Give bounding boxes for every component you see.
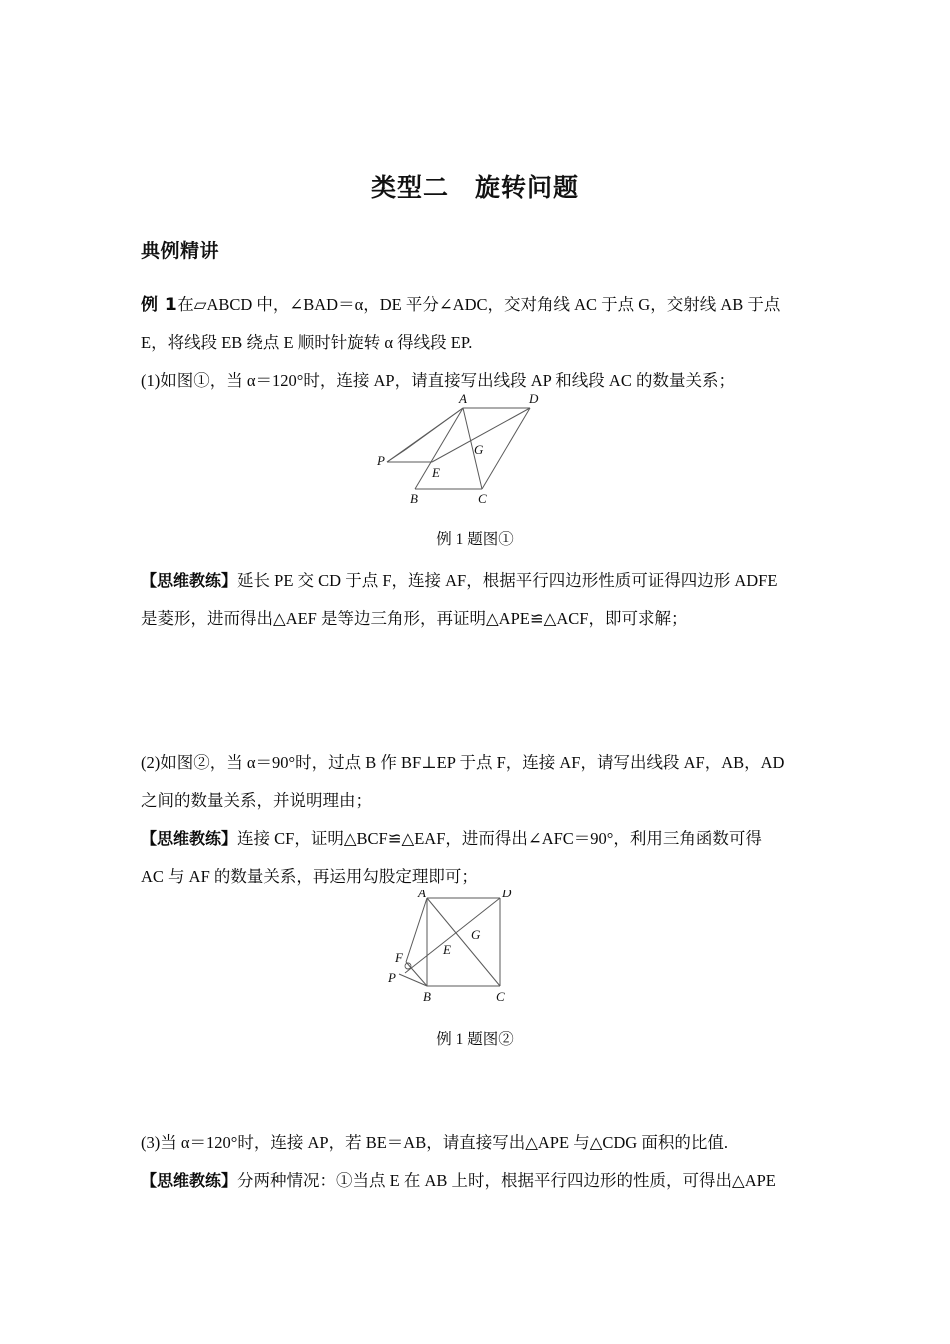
example-number: 例 1 bbox=[141, 295, 178, 315]
segment-AC bbox=[427, 898, 500, 986]
problem-stem-line-1 bbox=[141, 286, 813, 324]
figure-1-label-E: E bbox=[432, 465, 440, 480]
figure-1-label-B: B bbox=[410, 491, 418, 506]
figure-1-drawing bbox=[375, 392, 575, 512]
figure-1-label-A: A bbox=[459, 392, 467, 406]
thinking-tip-3-label: 【思维教练】 bbox=[141, 1171, 238, 1190]
segment-upper-P-edge-to-P bbox=[387, 450, 405, 462]
segment-FB bbox=[406, 962, 427, 986]
figure-2-label-B: B bbox=[423, 989, 431, 1004]
figure-2-label-D: D bbox=[502, 890, 512, 900]
figure-2-label-P: P bbox=[388, 970, 396, 985]
figure-1-label-C: C bbox=[478, 491, 487, 506]
thinking-tip-3-text-1: 分两种情况：①当点 E 在 AB 上时，根据平行四边形的性质，可得出△APE bbox=[237, 1171, 776, 1190]
segment-A-to-upper-P-edge bbox=[405, 408, 463, 450]
page-title-text: 类型二 旋转问题 bbox=[370, 173, 579, 202]
figure-2-label-A: A bbox=[418, 890, 426, 900]
stem-text-1: 在▱ABCD 中，∠BAD＝α，DE 平分∠ADC，交对角线 AC 于点 G，交射线 AB 于点 bbox=[177, 295, 781, 314]
figure-2-label-F: F bbox=[395, 950, 403, 965]
page-title bbox=[140, 168, 810, 204]
problem-part-1: (1)如图①，当 α＝120°时，连接 AP，请直接写出线段 AP 和线段 AC 的数量关系； bbox=[141, 371, 735, 390]
figure-2-label-E: E bbox=[443, 942, 451, 957]
thinking-tip-2-text-1: 连接 CF，证明△BCF≌△EAF，进而得出∠AFC＝90°，利用三角函数可得 bbox=[237, 829, 762, 848]
thinking-tip-1-label: 【思维教练】 bbox=[141, 571, 238, 590]
thinking-tip-1-line-2: 是菱形，进而得出△AEF 是等边三角形，再证明△APE≌△ACF，即可求解； bbox=[141, 609, 688, 628]
problem-part-2-line-2: 之间的数量关系，并说明理由； bbox=[141, 791, 372, 810]
problem-part-2-line-1: (2)如图②，当 α＝90°时，过点 B 作 BF⊥EP 于点 F，连接 AF，请写出线段 AF，AB，AD bbox=[141, 753, 785, 772]
figure-1-caption: 例 1 题图① bbox=[436, 531, 514, 548]
figure-2 bbox=[0, 890, 950, 1013]
thinking-tip-2-line-2: AC 与 AF 的数量关系，再运用勾股定理即可； bbox=[141, 867, 478, 886]
figure-1-label-G: G bbox=[474, 442, 484, 457]
figure-2-drawing bbox=[375, 890, 575, 1008]
segment-DC bbox=[482, 408, 530, 489]
thinking-tip-2-line-1 bbox=[141, 820, 813, 858]
figure-2-label-G: G bbox=[471, 927, 481, 942]
thinking-tip-1-line-1 bbox=[141, 562, 813, 600]
thinking-tip-1-text-1: 延长 PE 交 CD 于点 F，连接 AF，根据平行四边形性质可证得四边形 ADFE bbox=[237, 571, 778, 590]
figure-2-caption: 例 1 题图② bbox=[436, 1031, 514, 1048]
figure-1-label-P: P bbox=[377, 453, 385, 468]
segment-DEP bbox=[405, 898, 500, 973]
figure-1-label-D: D bbox=[529, 392, 539, 406]
problem-part-3: (3)当 α＝120°时，连接 AP，若 BE＝AB，请直接写出△APE 与△CDG 面积的比值. bbox=[141, 1133, 728, 1152]
thinking-tip-3-line-1 bbox=[141, 1162, 813, 1200]
segment-PB bbox=[399, 974, 427, 986]
section-heading: 典例精讲 bbox=[141, 240, 220, 262]
figure-1 bbox=[0, 392, 950, 517]
figure-1-geometry bbox=[387, 408, 530, 489]
figure-2-label-C: C bbox=[496, 989, 505, 1004]
segment-AF bbox=[406, 898, 427, 962]
thinking-tip-2-label: 【思维教练】 bbox=[141, 829, 238, 848]
problem-stem-line-2: E，将线段 EB 绕点 E 顺时针旋转 α 得线段 EP. bbox=[141, 333, 473, 352]
